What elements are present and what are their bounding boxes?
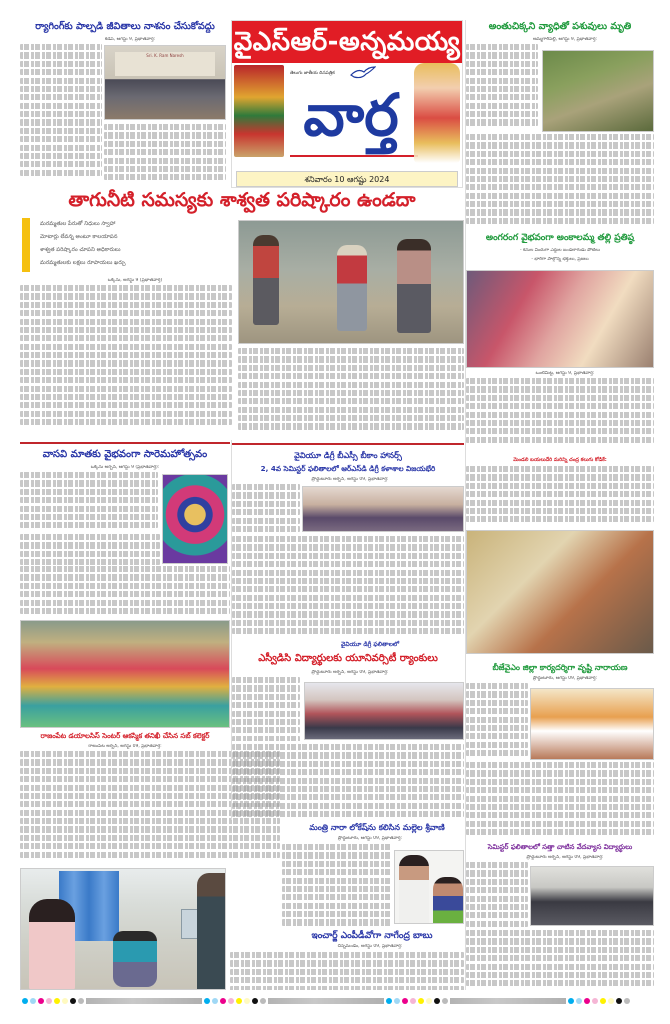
reg-grey-bar xyxy=(268,998,384,1004)
reg-dot-pink xyxy=(46,998,52,1004)
vasavi-headline: వాసవి మాతకు వైభవంగా సారెమహోత్సవం xyxy=(42,449,208,460)
ankalamma-headline: అంగరంగ వైభవంగా అంకాలమ్మ తల్లి ప్రతిష్ఠ xyxy=(485,233,635,243)
reg-dot-yellow xyxy=(600,998,606,1004)
bjp-dateline: ప్రొద్దుటూరు, ఆగస్టు 09, ప్రభాతవార్త: xyxy=(532,676,598,681)
cattle-body-left xyxy=(466,44,538,130)
reg-dot-black xyxy=(616,998,622,1004)
minister-figure xyxy=(399,855,429,924)
masthead xyxy=(231,20,463,188)
column-rule xyxy=(231,440,232,820)
cattle-photo xyxy=(542,50,654,132)
reg-dot-cyan xyxy=(22,998,28,1004)
ankalamma-body-2 xyxy=(466,466,654,526)
ankalamma-subhead-1: - కనుల విందుగా ఎద్దుల బండలాగుడు పోటీలు xyxy=(519,248,601,253)
vasavi-body-full xyxy=(20,534,160,566)
reg-dot-magenta xyxy=(38,998,44,1004)
degree-group-photo xyxy=(302,486,464,532)
reg-dot-light-yellow xyxy=(426,998,432,1004)
water-photo xyxy=(238,220,464,344)
cattle-dateline: అమ్మగారిపల్లి, ఆగస్టు 9, ప్రభాతవార్త: xyxy=(532,37,598,42)
water-headline: తాగునీటి సమస్యకు శాశ్వత పరిష్కారం ఉండదా xyxy=(68,189,416,211)
priest-photo xyxy=(466,530,654,654)
section-divider xyxy=(232,443,464,445)
dialysis-photo xyxy=(20,868,226,990)
reg-dot-black xyxy=(252,998,258,1004)
person-figure xyxy=(397,239,431,333)
ankalamma-photo xyxy=(466,270,654,368)
ragging-body-left xyxy=(20,44,102,182)
semester-body xyxy=(466,930,654,990)
degree-subsection: వైవియూ డిగ్రీ ఫలితాలలో xyxy=(340,641,400,648)
reg-dot-light-cyan xyxy=(394,998,400,1004)
ankalamma-subhead-2: - భారీగా పాల్గొన్న భక్తులు, ప్రజలు xyxy=(531,257,589,262)
reg-dot-black xyxy=(70,998,76,1004)
minister-dateline: ప్రొద్దుటూరు, ఆగస్టు 09, ప్రభాతవార్త: xyxy=(337,836,403,841)
reg-grey-bar xyxy=(450,998,566,1004)
mpdo-dateline: చిన్నమండెం, ఆగస్టు 09, ప్రభాతవార్త: xyxy=(337,944,403,949)
cattle-body-bottom xyxy=(466,134,654,226)
ragging-dateline: కడప, ఆగస్టు 9, ప్రభాతవార్త: xyxy=(104,37,156,42)
reg-dot-grey xyxy=(78,998,84,1004)
semester-photo xyxy=(530,866,654,926)
reg-dot-cyan xyxy=(386,998,392,1004)
reg-dot-yellow xyxy=(236,998,242,1004)
reg-dot-light-cyan xyxy=(212,998,218,1004)
annamayya-illustration xyxy=(414,63,460,163)
patient-figure xyxy=(113,931,157,987)
vasavi-body-left xyxy=(20,472,158,532)
ragging-photo xyxy=(104,45,226,120)
deity-photo xyxy=(234,65,284,157)
reg-dot-grey xyxy=(442,998,448,1004)
minister-body xyxy=(282,844,392,928)
issue-date: శనివారం 10 ఆగష్టు 2024 xyxy=(236,171,458,187)
reg-dot-cyan xyxy=(568,998,574,1004)
semester-dateline: ప్రొద్దుటూరు అర్బన్, ఆగస్టు 09, ప్రభాతవార్త: xyxy=(526,855,604,860)
minister-photo xyxy=(394,850,464,924)
reg-dot-light-cyan xyxy=(30,998,36,1004)
degree-body-left xyxy=(232,484,300,532)
bjp-body xyxy=(466,762,654,838)
bjp-body-left xyxy=(466,683,528,759)
vasavi-crowd-photo xyxy=(20,620,230,728)
column-rule xyxy=(465,20,466,990)
edition-title: వైఎస్ఆర్-అన్నమయ్య xyxy=(232,21,462,63)
reg-dot-light-yellow xyxy=(244,998,250,1004)
svdc-group-photo xyxy=(304,682,464,740)
vasavi-dateline: ఒక్కేను అర్బన్, ఆగస్టు 9 (ప్రభాతవార్త): xyxy=(90,465,160,470)
reg-dot-light-cyan xyxy=(576,998,582,1004)
mpdo-body xyxy=(230,952,464,990)
reg-dot-grey xyxy=(624,998,630,1004)
reg-dot-black xyxy=(434,998,440,1004)
bjp-photo xyxy=(530,688,654,760)
reg-grey-bar xyxy=(86,998,202,1004)
svdc-body-left xyxy=(232,677,300,741)
water-bullet: మోటార్లు లేవన్న అంటూ కాలయాపన xyxy=(40,234,118,240)
svdc-headline: ఎస్వీడిసి విద్యార్థులకు యూనివర్సిటీ ర్యాంకులు xyxy=(258,653,438,664)
vasavi-deity-photo xyxy=(162,474,228,564)
section-divider xyxy=(20,442,230,444)
print-registration-bar xyxy=(22,997,648,1005)
water-bullet: మరమ్మతులకు లక్షలు రూపాయలు ఖర్చు xyxy=(40,260,126,266)
water-body-right xyxy=(238,348,464,436)
srivani-figure xyxy=(433,877,463,924)
reg-dot-magenta xyxy=(584,998,590,1004)
reg-dot-light-yellow xyxy=(62,998,68,1004)
reg-dot-magenta xyxy=(402,998,408,1004)
degree-headline-2: 2, 4వ సెమిస్టర్ ఫలితాలలో ఆర్ఎస్‌డి డిగ్రీ కళాశాల విజయభేరి xyxy=(260,464,436,473)
ankalamma-subsection: మెండలి బయలుదేరి మరిన్ని చంద్ర కలుగు కోడికే: xyxy=(513,457,607,463)
officer-figure xyxy=(29,899,75,990)
cattle-headline: అంతుచిక్కని వ్యాధితో పశువులు మృతి xyxy=(488,21,632,32)
water-bullet: శాశ్వత పరిష్కారం చూపని అధికారులు xyxy=(40,247,121,253)
semester-headline: సెమిస్టర్ ఫలితాలలో సత్తా చాటిన వేదవ్యాస విద్యార్థులు xyxy=(487,843,633,851)
visitor-figure xyxy=(197,873,226,990)
reg-dot-grey xyxy=(260,998,266,1004)
person-figure xyxy=(253,235,279,325)
degree-dateline: ప్రొద్దుటూరు అర్బన్, ఆగస్టు 09, ప్రభాతవార్త: xyxy=(311,477,389,482)
newspaper-logo: వార్త xyxy=(303,81,399,149)
reg-dot-yellow xyxy=(418,998,424,1004)
reg-dot-yellow xyxy=(54,998,60,1004)
water-dateline: ఒక్కేను, ఆగస్టు 9 (ప్రభాతవార్త) xyxy=(107,278,163,283)
water-bullet: మరమ్మతుల పేరుతో నిధులు స్వాహా xyxy=(40,221,116,227)
reg-dot-magenta xyxy=(220,998,226,1004)
svdc-dateline: ప్రొద్దుటూరు అర్బన్, ఆగస్టు 09, ప్రభాతవార్త: xyxy=(311,670,389,675)
bjp-headline: బీజేవైఎం జిల్లా కార్యదర్శిగా వృష్టి నారాయణ xyxy=(492,663,628,672)
mpdo-headline: ఇంచార్జ్ ఎంపీడీవోగా నాగేంద్ర బాబు xyxy=(311,931,433,941)
ankalamma-body xyxy=(466,378,654,446)
degree-body xyxy=(232,536,464,640)
dialysis-body xyxy=(20,751,280,861)
ragging-photo-banner: Sri. K. Ram Naresh xyxy=(115,52,215,76)
ragging-headline: ర్యాగింగ్‌కు పాల్పడి జీవితాలు నాశనం చేసుకోవద్దు xyxy=(35,21,215,32)
semester-body-left xyxy=(466,862,528,928)
dialysis-dateline: రాజంపేట అర్బన్, ఆగస్టు 09, ప్రభాతవార్త: xyxy=(88,744,162,749)
reg-dot-pink xyxy=(410,998,416,1004)
ragging-body-bottom xyxy=(104,124,226,182)
person-figure xyxy=(337,245,367,331)
minister-headline: మంత్రి నారా లోకేష్‌ను కలిసిన మల్లెల శ్రీవాణి xyxy=(309,823,445,832)
dialysis-headline: రాజంపేట డయాలసిస్ సెంటర్ ఆకస్మిక తనిఖీ చేసిన సబ్ కలెక్టర్ xyxy=(40,732,210,740)
water-body-left xyxy=(20,285,232,435)
reg-dot-cyan xyxy=(204,998,210,1004)
tagline: తెలుగు జాతీయ దినపత్రిక xyxy=(290,71,335,76)
water-bullets xyxy=(22,218,222,272)
ankalamma-dateline: ఒంటిమిట్ట, ఆగస్టు 9, ప్రభాతవార్త: xyxy=(535,371,595,376)
reg-dot-pink xyxy=(228,998,234,1004)
reg-dot-pink xyxy=(592,998,598,1004)
vasavi-body-bottom xyxy=(20,566,230,616)
logo-underline xyxy=(290,155,418,157)
reg-dot-light-yellow xyxy=(608,998,614,1004)
degree-headline-1: వైవియూ డిగ్రీ బీఎస్సీ బీకాం హానర్స్ xyxy=(294,451,402,460)
